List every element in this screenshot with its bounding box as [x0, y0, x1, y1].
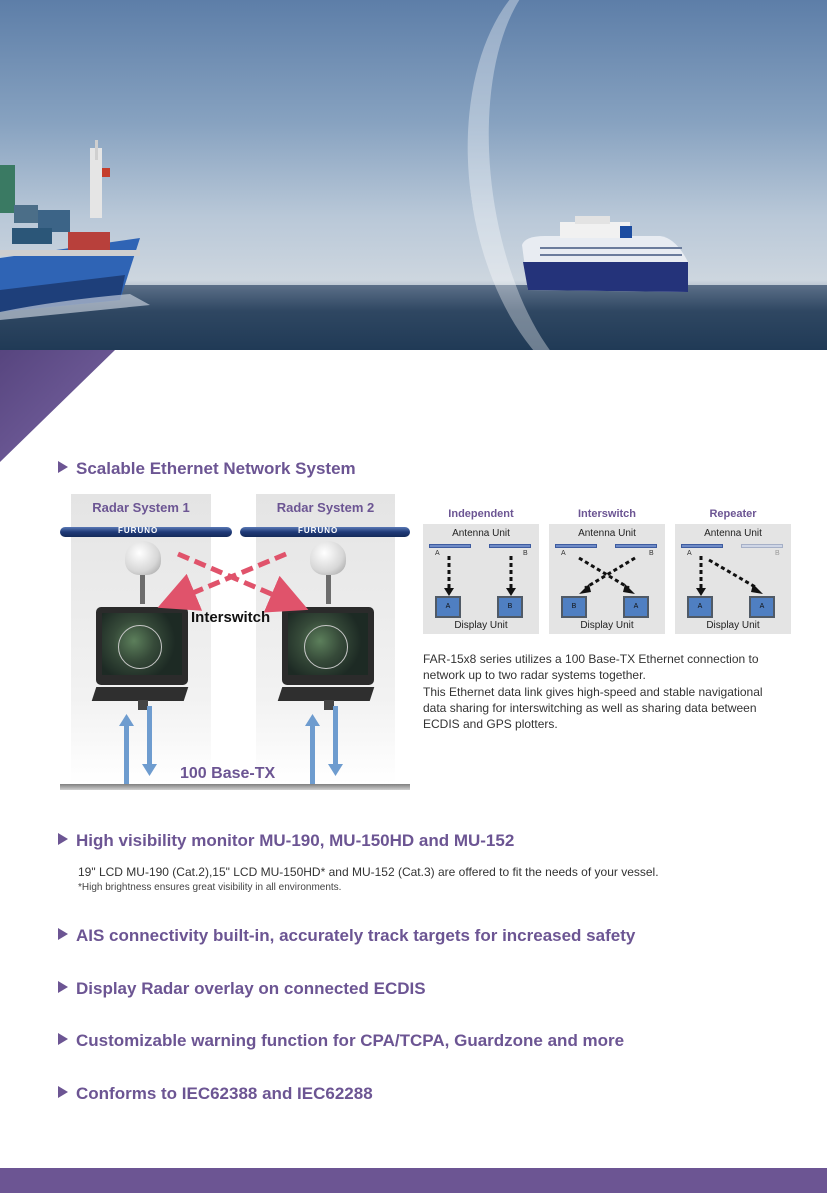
section-title: High visibility monitor MU-190, MU-150HD and MU-152	[76, 831, 515, 850]
mode-repeater	[675, 504, 791, 634]
mode-box	[675, 524, 791, 634]
monitor-note: *High brightness ensures great visibility in all environments.	[78, 882, 342, 894]
section-title: Conforms to IEC62388 and IEC62288	[76, 1084, 373, 1103]
antenna-a-tag: A	[435, 550, 440, 557]
section-heading-network	[58, 459, 356, 479]
network-text-line: FAR-15x8 series utilizes a 100 Base-TX Ethernet connection to	[423, 652, 759, 666]
display-left: B	[561, 596, 587, 618]
antenna-b-tag: B	[775, 550, 780, 557]
furuno-logo: FURUNO	[298, 526, 339, 535]
bullet-triangle-icon	[58, 1086, 68, 1098]
section-heading-ecdis	[58, 979, 426, 999]
display-right: A	[623, 596, 649, 618]
bullet-triangle-icon	[58, 1033, 68, 1045]
mode-independent	[423, 504, 539, 634]
section-heading-conform	[58, 1084, 373, 1104]
monitor-text: 19" LCD MU-190 (Cat.2),15" LCD MU-150HD* and MU-152 (Cat.3) are offered to fit the needs of your vessel.	[78, 865, 659, 879]
mode-interswitch	[549, 504, 665, 634]
section-heading-monitor	[58, 831, 514, 851]
ferry	[522, 216, 688, 292]
interswitch-label: Interswitch	[191, 609, 271, 626]
mode-title: Independent	[448, 508, 514, 520]
section-heading-ais	[58, 926, 635, 946]
section-title: AIS connectivity built-in, accurately track targets for increased safety	[76, 926, 636, 945]
antenna-a-tag: A	[687, 550, 692, 557]
interswitch-arrows	[176, 554, 290, 602]
display-right: B	[497, 596, 523, 618]
display-unit-label: Display Unit	[580, 620, 634, 631]
display-right: A	[749, 596, 775, 618]
furuno-logo: FURUNO	[118, 526, 159, 535]
antenna-unit-label: Antenna Unit	[452, 528, 510, 539]
ships-illustration	[0, 0, 827, 350]
display-left: A	[435, 596, 461, 618]
mode-box	[549, 524, 665, 634]
footer-bar	[0, 1168, 827, 1193]
radar-system-2-label: Radar System 2	[276, 500, 375, 515]
display-left: A	[687, 596, 713, 618]
section-title: Display Radar overlay on connected ECDIS	[76, 979, 426, 998]
display-unit-label: Display Unit	[454, 620, 508, 631]
network-diagram	[58, 494, 410, 794]
network-line	[60, 784, 410, 790]
purple-corner-accent	[0, 350, 115, 462]
diagram-arrows	[58, 494, 410, 794]
bullet-triangle-icon	[58, 833, 68, 845]
section-title: Customizable warning function for CPA/TCPA, Guardzone and more	[76, 1031, 625, 1050]
network-text-line: data sharing for interswitching as well as sharing data between	[423, 700, 757, 715]
container-ship	[0, 140, 140, 312]
bullet-triangle-icon	[58, 981, 68, 993]
mode-box	[423, 524, 539, 634]
network-text-line: ECDIS and GPS plotters.	[423, 717, 558, 732]
network-description	[423, 651, 763, 732]
mode-title: Interswitch	[577, 508, 637, 520]
bullet-triangle-icon	[58, 928, 68, 940]
monitor-description	[78, 864, 659, 897]
antenna-b-tag: B	[523, 550, 528, 557]
antenna-a-tag: A	[561, 550, 566, 557]
section-title: Scalable Ethernet Network System	[76, 459, 356, 478]
antenna-b-tag: B	[649, 550, 654, 557]
antenna-unit-label: Antenna Unit	[704, 528, 762, 539]
mode-title: Repeater	[709, 508, 757, 520]
radar-system-1-label: Radar System 1	[92, 500, 190, 515]
network-text-line: network up to two radar systems together.	[423, 668, 646, 683]
network-text-line: This Ethernet data link gives high-speed and stable navigational	[423, 684, 763, 699]
section-heading-warning	[58, 1031, 624, 1051]
display-unit-label: Display Unit	[706, 620, 760, 631]
antenna-unit-label: Antenna Unit	[578, 528, 636, 539]
network-label: 100 Base-TX	[180, 765, 276, 782]
bullet-triangle-icon	[58, 461, 68, 473]
hero-photo	[0, 0, 827, 350]
